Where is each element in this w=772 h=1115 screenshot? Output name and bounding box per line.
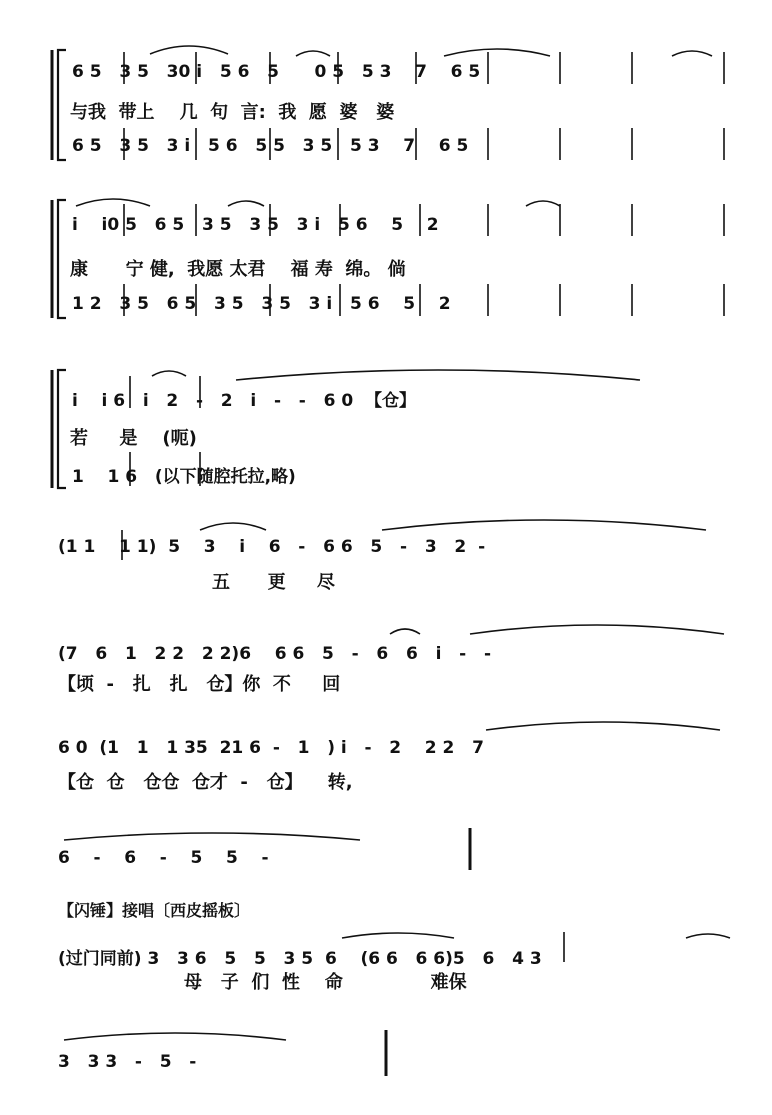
slur-1 [150, 46, 228, 54]
slur-14 [486, 722, 720, 730]
system1-accompaniment: 6 5 3 5 3 i 5 6 5 5 3 5 5 3 7 6 5 [72, 136, 469, 156]
slur-10 [200, 523, 266, 530]
system3-melody: i i 6 i 2 - 2 i - - 6 0 【仓】 [72, 391, 417, 411]
system2-melody: i i0 5 6 5 3 5 3 5 3 i 5 6 5 2 [72, 215, 439, 235]
line7-melody: 6 - 6 - 5 5 - [58, 848, 269, 868]
system2-lyrics: 康 宁 健, 我愿 太君 福 寿 绵。 倘 [70, 259, 406, 280]
line4-melody: (1 1 1 1) 5 3 i 6 - 6 6 5 - 3 2 - [58, 537, 486, 557]
line5-lyrics: 【顷 - 扎 扎 仓】你 不 回 [58, 674, 341, 695]
slur-17 [686, 934, 730, 938]
slur-12 [390, 629, 420, 634]
slur-11 [382, 520, 706, 530]
line5-melody: (7 6 1 2 2 2 2)6 6 6 5 - 6 6 i - - [58, 644, 492, 664]
system2-accompaniment: 1 2 3 5 6 5 3 5 3 5 3 i 5 6 5 2 [72, 294, 451, 314]
slur-8 [152, 371, 186, 376]
slur-16 [342, 933, 454, 938]
slur-13 [470, 625, 724, 634]
line9-lyrics: 母 子 们 性 命 难保 [184, 972, 467, 993]
system-bracket-2 [58, 200, 66, 318]
system3-accompaniment: 1 1 6 (以下随腔托拉,略) [72, 467, 296, 487]
slur-4 [672, 51, 712, 56]
slur-6 [228, 201, 264, 206]
line6-melody: 6 0 (1 1 1 35 21 6 - 1 ) i - 2 2 2 7 [58, 738, 484, 758]
line4-lyrics: 五 更 尽 [212, 572, 335, 593]
slur-15 [64, 833, 360, 840]
line10-melody: 3 3 3 - 5 - [58, 1052, 197, 1072]
slur-2 [296, 51, 330, 56]
slur-18 [64, 1033, 286, 1040]
line9-melody: (过门同前) 3 3 6 5 5 3 5 6 (6 6 6 6)5 6 4 3 [58, 949, 542, 969]
slur-9 [236, 370, 640, 380]
slur-7 [526, 201, 560, 206]
slur-3 [444, 49, 550, 56]
system-bracket-3 [58, 370, 66, 488]
line6-lyrics: 【仓 仓 仓仓 仓才 - 仓】 转, [58, 772, 353, 793]
system-bracket-1 [58, 50, 66, 160]
section-heading: 【闪锤】接唱〔西皮摇板〕 [58, 901, 251, 920]
slur-5 [76, 199, 150, 206]
system1-lyrics: 与我 带上 几 句 言: 我 愿 婆 婆 [70, 102, 395, 123]
system3-lyrics: 若 是 (呃) [70, 428, 197, 449]
system1-melody: 6 5 3 5 30 i 5 6 5 0 5 5 3 7 6 5 [72, 62, 481, 82]
